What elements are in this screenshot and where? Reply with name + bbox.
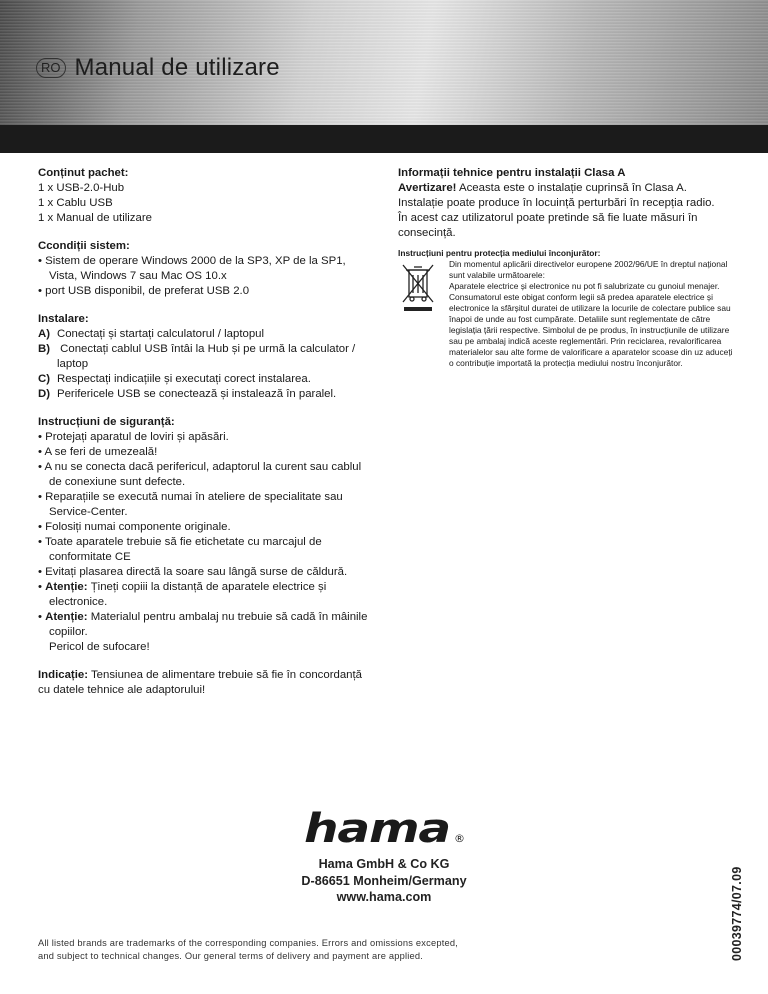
package-section bbox=[38, 166, 368, 226]
environment-text: Din momentul aplicării directivelor europene 2002/96/UE în dreptul național sunt valabile următoarele: bbox=[449, 259, 728, 280]
legal-line: All listed brands are trademarks of the corresponding companies. Errors and omissions excepted, bbox=[38, 938, 458, 948]
install-step: B) Conectați cablul USB întâi la Hub și pe urmă la calculator / laptop bbox=[38, 343, 356, 370]
system-section bbox=[38, 239, 368, 299]
safety-item: • Reparațiile se execută numai în ateliere de specialitate sau Service-Center. bbox=[38, 491, 343, 518]
right-column bbox=[398, 166, 734, 241]
tech-title: Informații tehnice pentru instalații Clasa A bbox=[398, 167, 626, 179]
company-website: www.hama.com bbox=[336, 890, 432, 904]
safety-item: • Folosiți numai componente originale. bbox=[38, 521, 231, 533]
system-item: • port USB disponibil, de preferat USB 2.0 bbox=[38, 285, 250, 297]
company-info bbox=[240, 856, 528, 906]
safety-item: • Protejați aparatul de loviri și apăsări. bbox=[38, 431, 229, 443]
package-item: 1 x Cablu USB bbox=[38, 197, 113, 209]
manual-title bbox=[36, 53, 280, 83]
company-name: Hama GmbH & Co KG bbox=[318, 857, 450, 871]
system-title: Ccondiții sistem: bbox=[38, 240, 130, 252]
safety-warning: • Atenție: Materialul pentru ambalaj nu trebuie să cadă în mâinile copiilor. bbox=[38, 611, 368, 638]
install-step: A) Conectați și startați calculatorul / laptopul bbox=[38, 328, 265, 340]
install-step: C) Respectați indicațiile și executați corect instalarea. bbox=[38, 373, 311, 385]
safety-warning-extra: Pericol de sufocare! bbox=[49, 641, 150, 653]
note-text: Tensiunea de alimentare trebuie să fie în concordanță cu datele tehnice ale adaptorului! bbox=[38, 669, 362, 696]
safety-item: • A se feri de umezeală! bbox=[38, 446, 158, 458]
logo-wordmark: hama bbox=[304, 808, 450, 848]
safety-item: • A nu se conecta dacă perifericul, adaptorul la curent sau cablul de conexiune sunt defecte. bbox=[38, 461, 362, 488]
header-dark-bar bbox=[0, 125, 768, 153]
package-item: 1 x USB-2.0-Hub bbox=[38, 182, 125, 194]
registered-mark: ® bbox=[454, 832, 465, 845]
note-section bbox=[38, 668, 368, 698]
safety-title: Instrucțiuni de siguranță: bbox=[38, 416, 175, 428]
system-item: • Sistem de operare Windows 2000 de la SP3, XP de la SP1, Vista, Windows 7 sau Mac OS 10.x bbox=[38, 255, 346, 282]
install-title: Instalare: bbox=[38, 313, 89, 325]
safety-section bbox=[38, 415, 368, 655]
safety-item: • Evitați plasarea directă la soare sau lângă surse de căldură. bbox=[38, 566, 348, 578]
safety-warning: • Atenție: Țineți copiii la distanță de aparatele electrice și electronice. bbox=[38, 581, 327, 608]
document-code: 00039774/07.09 bbox=[730, 866, 744, 961]
environment-text: Aparatele electrice și electronice nu pot fi salubrizate cu gunoiul menajer. Consumatorul este obigat conform legii să predea aparatele electrice și electronice la sfârșitul duratei de utilizare la locurile de colectare publice sau înapoi de unde au fost cumpărate. Detaliile sunt reglementate de către legislația țării respective. Simbolul de pe produs, în instrucțiunile de utilizare sau pe ambalaj indică aceste reglementări. Prin reciclarea, revalorificarea materialelor sau alte forme de valorificare a aparatelor scoase din uz aduceți o contribuție importată la protecția mediului nostru înconjurător. bbox=[449, 281, 733, 368]
legal-line: and subject to technical changes. Our general terms of delivery and payment are applied. bbox=[38, 950, 424, 961]
install-step: D) Perifericele USB se conectează și instalează în paralel. bbox=[38, 388, 337, 400]
header-banner bbox=[0, 0, 768, 125]
left-column bbox=[38, 166, 368, 711]
weee-bin-icon bbox=[400, 262, 436, 314]
page-title: Manual de utilizare bbox=[74, 54, 280, 81]
note-label: Indicație: bbox=[38, 669, 89, 681]
environment-body bbox=[449, 259, 734, 369]
hama-logo bbox=[304, 808, 468, 848]
package-title: Conținut pachet: bbox=[38, 167, 129, 179]
environment-title: Instrucțiuni pentru protecția mediului înconjurător: bbox=[398, 248, 601, 258]
install-section bbox=[38, 312, 368, 402]
package-item: 1 x Manual de utilizare bbox=[38, 212, 152, 224]
tech-text: În acest caz utilizatorul poate pretinde să fie luate măsuri în consecință. bbox=[398, 212, 698, 239]
safety-item: • Toate aparatele trebuie să fie etichetate cu marcajul de conformitate CE bbox=[38, 536, 322, 563]
legal-note bbox=[38, 937, 508, 962]
company-address: D-86651 Monheim/Germany bbox=[301, 873, 467, 888]
environment-section bbox=[398, 248, 734, 369]
tech-warning: Avertizare! Aceasta este o instalație cuprinsă în Clasa A. Instalație poate produce în locuință perturbări în recepția radio. bbox=[398, 182, 715, 209]
language-badge: RO bbox=[36, 58, 66, 78]
